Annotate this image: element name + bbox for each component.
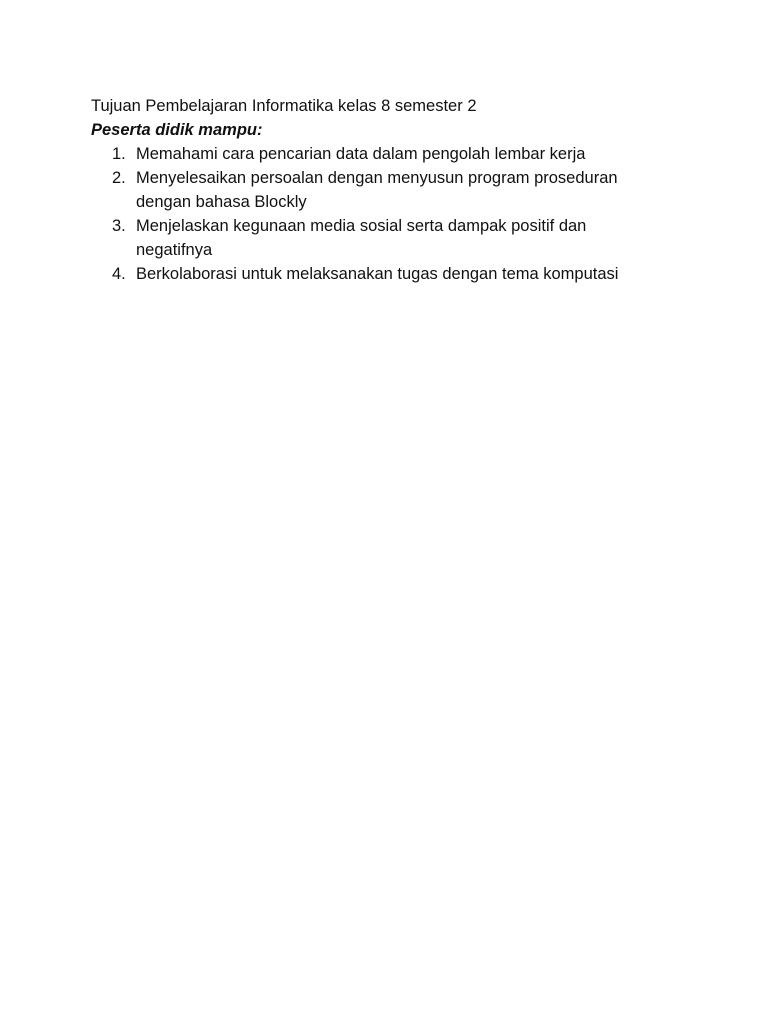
objective-item	[91, 142, 646, 166]
objective-item	[91, 262, 646, 286]
document-title: Tujuan Pembelajaran Informatika kelas 8 semester 2	[91, 97, 477, 115]
objective-text: Berkolaborasi untuk melaksanakan tugas dengan tema komputasi	[136, 265, 619, 283]
objective-text: Menjelaskan kegunaan media sosial serta dampak positif dan negatifnya	[136, 217, 587, 259]
objective-number: 2.	[112, 169, 126, 187]
objective-number: 1.	[112, 145, 126, 163]
objective-text: Memahami cara pencarian data dalam pengolah lembar kerja	[136, 145, 586, 163]
objective-text: Menyelesaikan persoalan dengan menyusun program proseduran dengan bahasa Blockly	[136, 169, 618, 211]
objective-number: 3.	[112, 217, 126, 235]
objectives-list	[91, 142, 691, 286]
document-content	[91, 94, 691, 286]
objective-item	[91, 166, 646, 214]
document-subtitle: Peserta didik mampu:	[91, 121, 263, 139]
objective-item	[91, 214, 646, 262]
objective-number: 4.	[112, 265, 126, 283]
